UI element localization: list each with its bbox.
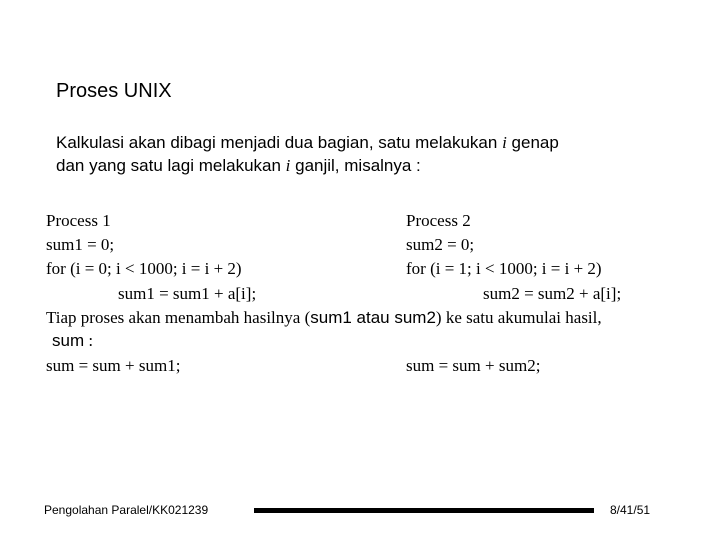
- footer-divider: [254, 508, 594, 513]
- process2-body: sum2 = sum2 + a[i];: [483, 284, 622, 303]
- variable-i: i: [285, 156, 291, 175]
- final-statement-1: sum = sum + sum1;: [46, 356, 181, 375]
- accumulate-note: [46, 308, 602, 328]
- process1-body: sum1 = sum1 + a[i];: [118, 284, 257, 303]
- slide-title: Proses UNIX: [56, 80, 172, 102]
- note-text: ) ke satu akumulai hasil,: [435, 308, 602, 327]
- footer-course: Pengolahan Paralel/KK021239: [44, 503, 209, 517]
- final-statement-2: sum = sum + sum2;: [406, 356, 541, 375]
- note-text: Tiap proses akan menambah hasilnya (: [46, 308, 311, 327]
- intro-text: Kalkulasi akan dibagi menjadi dua bagian, satu melakukan: [56, 133, 503, 152]
- process1-loop: for (i = 0; i < 1000; i = i + 2): [46, 259, 242, 278]
- process2-init: sum2 = 0;: [406, 235, 475, 254]
- intro-text: ganjil, misalnya :: [290, 156, 421, 175]
- process1-heading: Process 1: [46, 211, 111, 230]
- accumulate-note-line-2: [52, 331, 93, 351]
- footer-page-number: 8/41/51: [610, 503, 651, 517]
- process2-heading: Process 2: [406, 211, 471, 230]
- variable-i: i: [502, 133, 507, 152]
- note-variables: sum1 atau sum2: [310, 308, 436, 327]
- intro-line-1: [56, 131, 559, 154]
- intro-line-2: [56, 154, 559, 177]
- intro-paragraph: [56, 131, 559, 177]
- note-text: :: [84, 331, 94, 350]
- intro-text: dan yang satu lagi melakukan: [56, 156, 286, 175]
- note-sum-variable: sum: [52, 331, 85, 350]
- process2-loop: for (i = 1; i < 1000; i = i + 2): [406, 259, 602, 278]
- intro-text: genap: [506, 133, 559, 152]
- process1-init: sum1 = 0;: [46, 235, 115, 254]
